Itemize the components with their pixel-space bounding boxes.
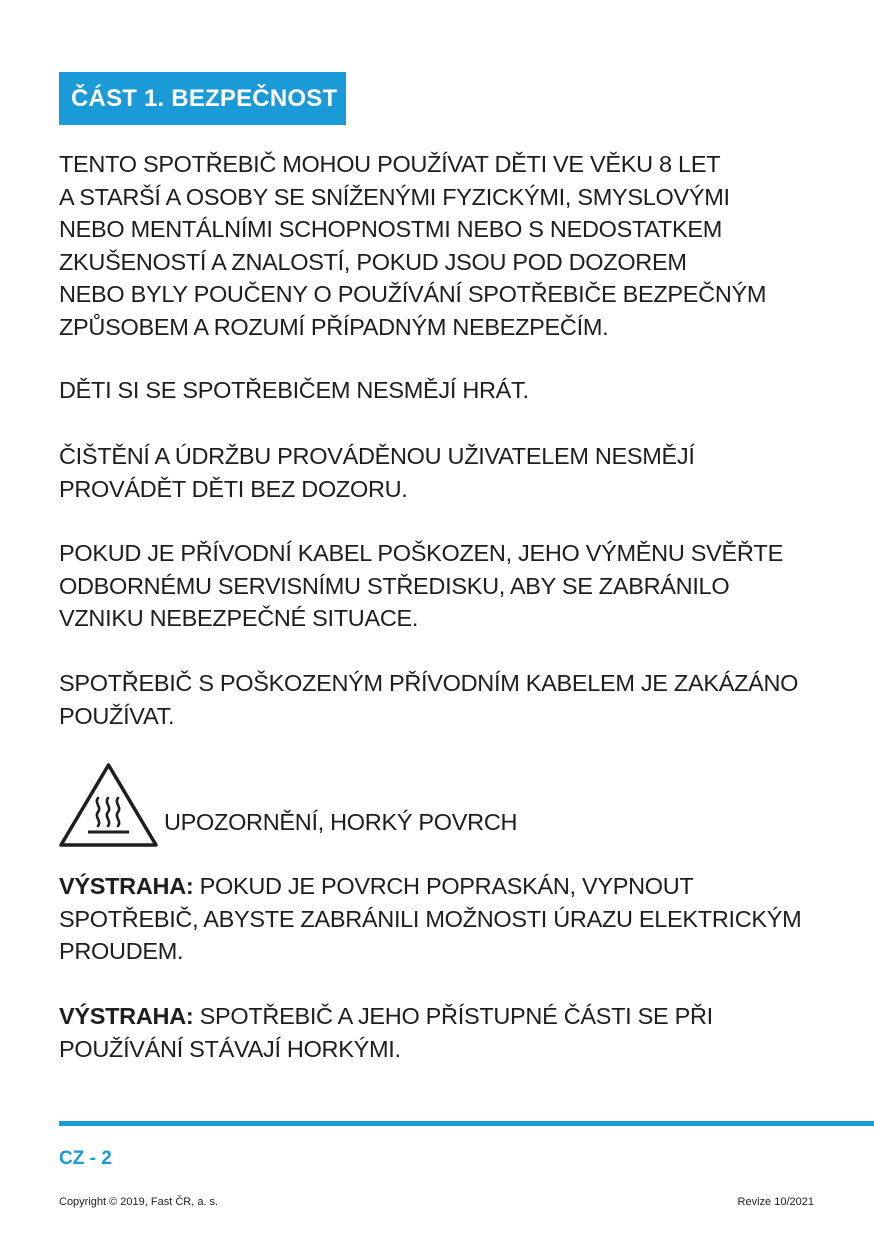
text-line: ODBORNÉMU SERVISNÍMU STŘEDISKU, ABY SE ZABRÁNILO <box>59 572 730 599</box>
text-line: DĚTI SI SE SPOTŘEBIČEM NESMĚJÍ HRÁT. <box>59 377 529 403</box>
hot-surface-warning-icon <box>58 762 159 848</box>
text-line: ZPŮSOBEM A ROZUMÍ PŘÍPADNÝM NEBEZPEČÍM. <box>59 313 609 340</box>
warning-cracked-surface <box>59 870 839 968</box>
section-title: ČÁST 1. BEZPEČNOST <box>59 72 346 125</box>
paragraph-children-usage <box>59 148 839 344</box>
text-line: VZNIKU NEBEZPEČNÉ SITUACE. <box>59 605 419 632</box>
warning-hot-parts <box>59 1000 839 1065</box>
paragraph-cable-prohibited <box>59 667 839 732</box>
text-line: A STARŠÍ A OSOBY SE SNÍŽENÝMI FYZICKÝMI, SMYSLOVÝMI <box>59 183 730 210</box>
text-line: SPOTŘEBIČ, ABYSTE ZABRÁNILI MOŽNOSTI ÚRAZU ELEKTRICKÝM <box>59 905 802 932</box>
footer-divider <box>59 1121 874 1126</box>
text-line: NEBO MENTÁLNÍMI SCHOPNOSTMI NEBO S NEDOSTATKEM <box>59 216 722 243</box>
page-number: CZ - 2 <box>59 1148 112 1169</box>
warning-label: VÝSTRAHA: <box>59 873 194 899</box>
text-line: POKUD JE PŘÍVODNÍ KABEL POŠKOZEN, JEHO VÝMĚNU SVĚŘTE <box>59 540 783 566</box>
revision-text: Revize 10/2021 <box>737 1196 814 1208</box>
paragraph-damaged-cable <box>59 537 839 635</box>
text-line: NEBO BYLY POUČENY O POUŽÍVÁNÍ SPOTŘEBIČE BEZPEČNÝM <box>59 281 767 308</box>
text-line: TENTO SPOTŘEBIČ MOHOU POUŽÍVAT DĚTI VE VĚKU 8 LET <box>59 151 721 177</box>
text-line: PROUDEM. <box>59 938 184 965</box>
hot-surface-caption: UPOZORNĚNÍ, HORKÝ POVRCH <box>164 809 518 835</box>
text-line: PROVÁDĚT DĚTI BEZ DOZORU. <box>59 475 408 502</box>
text-line: POUŽÍVAT. <box>59 702 175 729</box>
warning-label: VÝSTRAHA: <box>59 1003 194 1029</box>
warning-text: SPOTŘEBIČ A JEHO PŘÍSTUPNÉ ČÁSTI SE PŘI <box>193 1003 713 1029</box>
paragraph-cleaning <box>59 440 839 505</box>
warning-first-line <box>59 870 839 903</box>
text-line: ZKUŠENOSTÍ A ZNALOSTÍ, POKUD JSOU POD DOZOREM <box>59 248 687 275</box>
paragraph-no-play <box>59 374 839 407</box>
warning-text: POKUD JE POVRCH POPRASKÁN, VYPNOUT <box>193 873 694 899</box>
copyright-text: Copyright © 2019, Fast ČR, a. s. <box>59 1196 219 1208</box>
text-line: POUŽÍVÁNÍ STÁVAJÍ HORKÝMI. <box>59 1035 401 1062</box>
warning-first-line <box>59 1000 839 1033</box>
text-line: ČIŠTĚNÍ A ÚDRŽBU PROVÁDĚNOU UŽIVATELEM NESMĚJÍ <box>59 443 695 469</box>
text-line: SPOTŘEBIČ S POŠKOZENÝM PŘÍVODNÍM KABELEM JE ZAKÁZÁNO <box>59 670 799 696</box>
